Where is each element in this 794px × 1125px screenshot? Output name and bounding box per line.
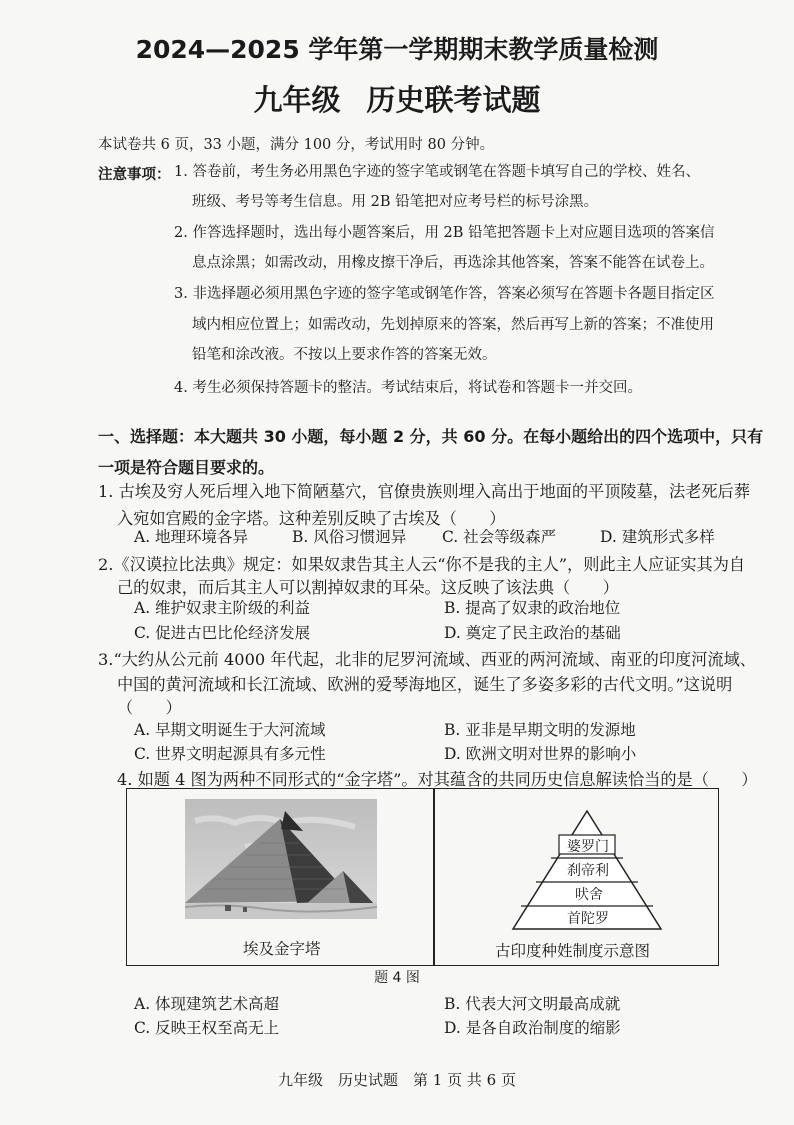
question-1-line: 1. 古埃及穷人死后埋入地下简陋墓穴，官僚贵族则埋入高出于地面的平顶陵墓，法老死后葬 xyxy=(98,482,750,501)
notice-line: 3. 非选择题必须用黑色字迹的签字笔或钢笔作答，答案必须写在答题卡各题目指定区 xyxy=(174,286,715,302)
option-3a: A. 早期文明诞生于大河流域 xyxy=(134,721,326,739)
option-1c: C. 社会等级森严 xyxy=(442,528,557,546)
caste-tier-1: 婆罗门 xyxy=(567,839,609,855)
question-3-line: 3.“大约从公元前 4000 年代起，北非的尼罗河流域、西亚的两河流域、南亚的印度河流域、 xyxy=(98,650,756,669)
notice-heading: 注意事项： xyxy=(98,166,171,183)
notice-line: 2. 作答选择题时，选出每小题答案后，用 2B 铅笔把答题卡上对应题目选项的答案信 xyxy=(174,225,715,241)
notice-line: 域内相应位置上；如需改动，先划掉原来的答案，然后再写上新的答案；不准使用 xyxy=(192,317,714,333)
option-1d: D. 建筑形式多样 xyxy=(600,528,715,546)
notice-line: 1. 答卷前，考生务必用黑色字迹的签字笔或钢笔在答题卡填写自己的学校、姓名、 xyxy=(174,164,700,180)
question-2-line: 己的奴隶，而后其主人可以割掉奴隶的耳朵。这反映了该法典（ ） xyxy=(117,578,619,597)
option-2c: C. 促进古巴比伦经济发展 xyxy=(134,624,311,642)
section-heading-cont: 一项是符合题目要求的。 xyxy=(98,458,275,477)
section-heading: 一、选择题：本大题共 30 小题，每小题 2 分，共 60 分。在每小题给出的四个选项中，只有 xyxy=(98,427,764,446)
question-1-line: 入宛如宫殿的金字塔。这种差别反映了古埃及（ ） xyxy=(117,509,506,528)
notice-line: 班级、考号等考生信息。用 2B 铅笔把对应考号栏的标号涂黑。 xyxy=(192,194,599,210)
page-footer: 九年级 历史试题 第 1 页 共 6 页 xyxy=(278,1071,516,1089)
option-3b: B. 亚非是早期文明的发源地 xyxy=(444,721,636,739)
option-2b: B. 提高了奴隶的政治地位 xyxy=(444,599,621,617)
option-3d: D. 欧洲文明对世界的影响小 xyxy=(444,745,637,763)
option-4b: B. 代表大河文明最高成就 xyxy=(444,995,621,1013)
notice-line: 息点涂黑；如需改动，用橡皮擦干净后，再选涂其他答案，答案不能答在试卷上。 xyxy=(192,255,714,271)
notice-line: 铅笔和涂改液。不按以上要求作答的答案无效。 xyxy=(192,347,497,363)
option-3c: C. 世界文明起源具有多元性 xyxy=(134,745,326,763)
option-4a: A. 体现建筑艺术高超 xyxy=(134,995,280,1013)
pyramid-caption: 埃及金字塔 xyxy=(243,940,321,958)
option-2a: A. 维护奴隶主阶级的利益 xyxy=(134,599,311,617)
figure-label: 题 4 图 xyxy=(374,970,420,986)
pyramid-photo xyxy=(185,799,377,919)
subject-label: 历史联考试题 xyxy=(366,83,541,117)
figure-4-box xyxy=(126,788,719,966)
question-2-line: 2.《汉谟拉比法典》规定：如果奴隶告其主人云“你不是我的主人”，则此主人应证实其为自 xyxy=(98,555,746,574)
exam-title: 2024—2025 学年第一学期期末教学质量检测 xyxy=(135,35,659,64)
option-4d: D. 是各自政治制度的缩影 xyxy=(444,1019,621,1037)
option-2d: D. 奠定了民主政治的基础 xyxy=(444,624,621,642)
grade-label: 九年级 xyxy=(253,83,341,117)
option-4c: C. 反映王权至高无上 xyxy=(134,1019,280,1037)
question-4-line: 4. 如题 4 图为两种不同形式的“金字塔”。对其蕴含的共同历史信息解读恰当的是（ ） xyxy=(117,770,758,789)
exam-subtitle xyxy=(0,78,794,119)
caste-tier-4: 首陀罗 xyxy=(567,911,609,927)
figure-divider xyxy=(433,789,435,965)
caste-caption: 古印度种姓制度示意图 xyxy=(495,942,651,960)
caste-tier-2: 刹帝利 xyxy=(567,863,609,879)
question-3-line: 中国的黄河流域和长江流域、欧洲的爱琴海地区，诞生了多姿多彩的古代文明。”这说明 xyxy=(117,675,733,694)
option-1a: A. 地理环境各异 xyxy=(134,528,249,546)
notice-line: 4. 考生必须保持答题卡的整洁。考试结束后，将试卷和答题卡一并交回。 xyxy=(174,380,642,396)
question-3-line: （ ） xyxy=(117,698,182,717)
option-1b: B. 风俗习惯迥异 xyxy=(292,528,407,546)
caste-tier-3: 吠舍 xyxy=(575,887,603,903)
exam-meta: 本试卷共 6 页，33 小题，满分 100 分，考试用时 80 分钟。 xyxy=(98,137,495,153)
